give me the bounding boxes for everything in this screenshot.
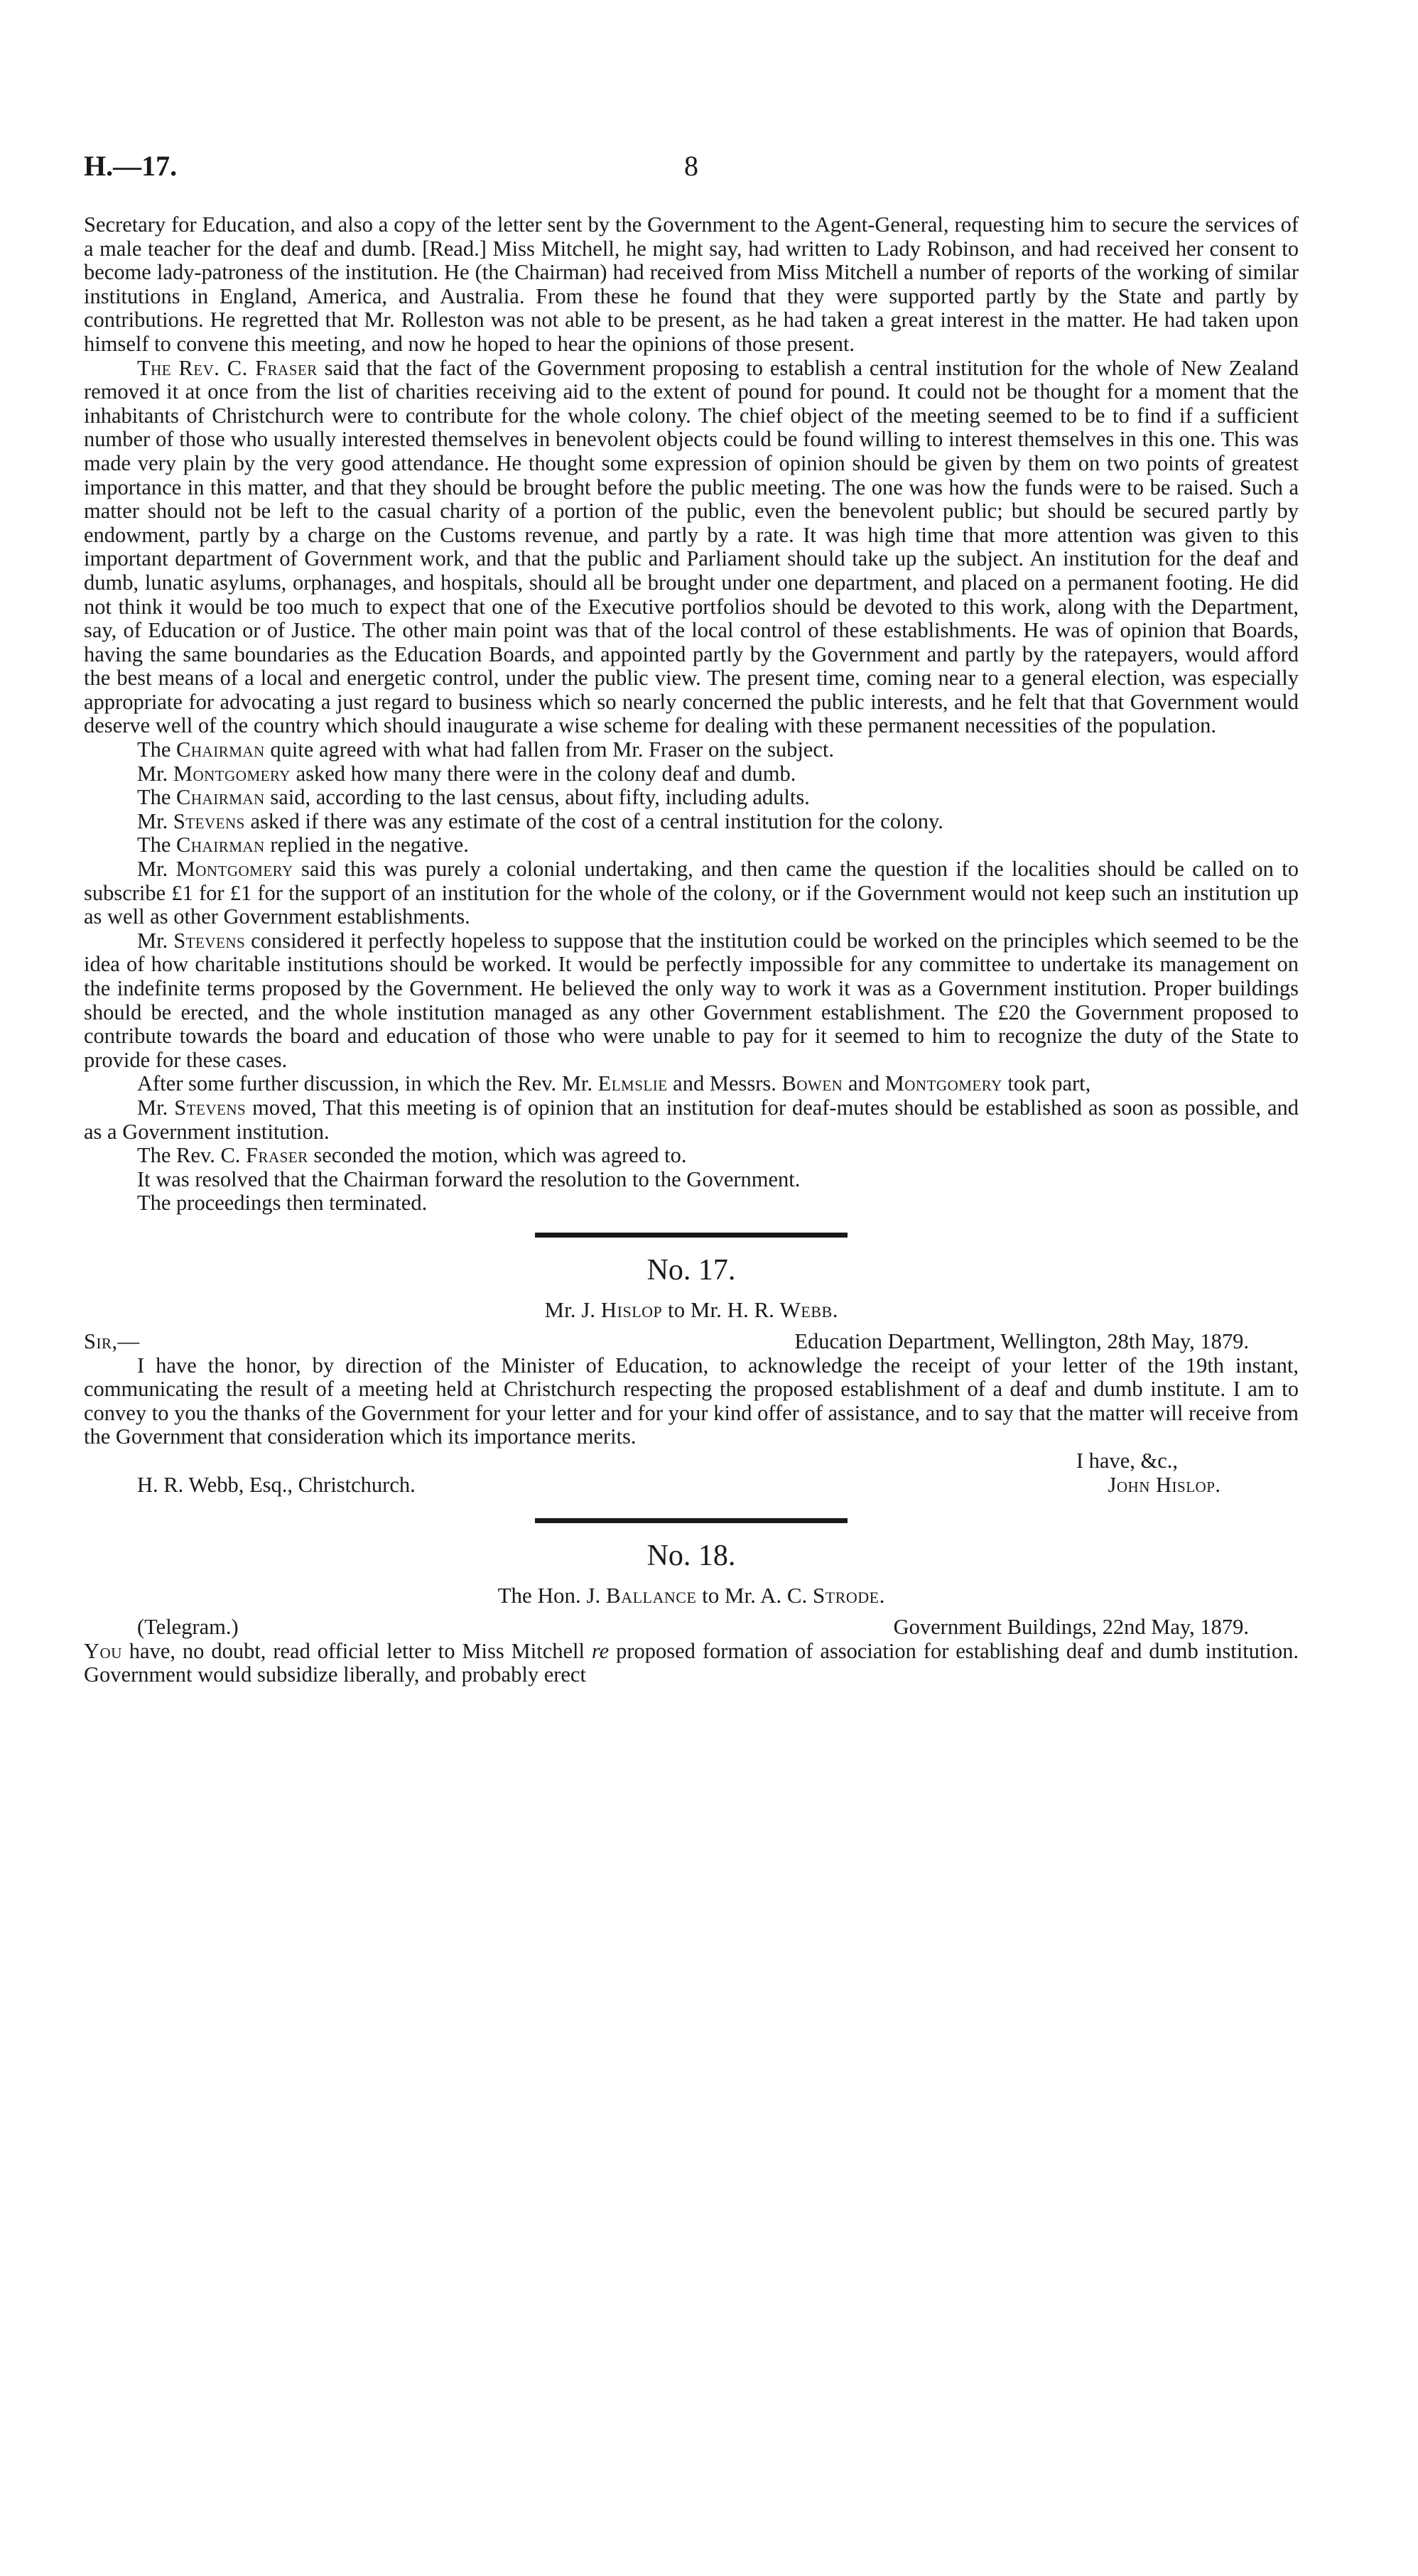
salutation: Sir,—	[84, 1328, 140, 1353]
paragraph: The Rev. C. Fraser seconded the motion, which was agreed to.	[137, 1143, 687, 1168]
document-body	[84, 213, 1299, 1687]
speaker-name: Chairman	[176, 737, 265, 762]
paragraph: After some further discussion, in which the Rev. Mr. Elmslie and Messrs. Bowen and Montgomery took part,	[137, 1071, 1091, 1096]
letter-body: I have the honor, by direction of the Minister of Education, to acknowledge the receipt of your letter of the 19th instant, communicating the result of a meeting held at Christchurch respecting the proposed establishment of a deaf and dumb institute. I am to convey to you the thanks of the Government for your letter and for your kind offer of assistance, and to say that the matter will receive from the Government that consideration which its importance merits.	[84, 1353, 1299, 1449]
speaker-name: Fraser	[246, 1143, 308, 1168]
paragraph: Mr. Stevens asked if there was any estimate of the cost of a central institution for the colony.	[137, 808, 943, 833]
signature: John Hislop.	[1108, 1472, 1221, 1497]
speaker-name: The Rev. C. Fraser	[137, 355, 318, 380]
paragraph: Mr. Stevens considered it perfectly hopeless to suppose that the institution could be worked on the principles which seemed to be the idea of how charitable institutions should be worked. It would be perfectly impossible for any committee to undertake its management on the indefinite terms proposed by the Government. He believed the only way to work it was as a Government institution. Proper buildings should be erected, and the whole institution managed as any other Government establishment. The £20 the Government proposed to contribute towards the board and education of those who were unable to pay for it seemed to him to recognize the duty of the State to provide for these cases.	[84, 928, 1299, 1072]
paragraph: Mr. Stevens moved, That this meeting is of opinion that an institution for deaf-mutes should be established as soon as possible, and as a Government institution.	[84, 1095, 1299, 1144]
paragraph: The Chairman replied in the negative.	[137, 833, 469, 857]
letter-heading	[84, 1330, 1299, 1354]
paragraph: Secretary for Education, and also a copy of the letter sent by the Government to the Agent-General, requesting him to secure the services of a male teacher for the deaf and dumb. [Read.] Miss Mitchell, he might say, had written to Lady Robinson, and had received her consent to become lady-patroness of the institution. He (the Chairman) had received from Miss Mitchell a number of reports of the working of similar institutions in England, America, and Australia. From these he found that they were supported partly by the State and partly by contributions. He regretted that Mr. Rolleston was not able to be present, as he had taken a great interest in the matter. He had taken upon himself to convene this meeting, and now he hoped to hear the opinions of those present.	[84, 212, 1299, 356]
document-number: No. 18.	[646, 1539, 736, 1573]
dateline: Education Department, Wellington, 28th May, 1879.	[794, 1328, 1249, 1353]
speaker-name: Chairman	[176, 785, 265, 810]
speaker-name: Bowen	[781, 1071, 843, 1096]
paragraph: Mr. Montgomery asked how many there were in the colony deaf and dumb.	[137, 761, 796, 786]
paragraph-text: said that the fact of the Government proposing to establish a central institution for the whole of New Zealand removed it at once from the list of charities receiving aid to the extent of pound for pound. It could not be thought for a moment that the inhabitants of Christchurch were to contribute for the whole colony. The chief object of the meeting seemed to be to find if a sufficient number of those who usually interested themselves in benevolent objects could be found willing to interest themselves in this one. This was made very plain by the very good attendance. He thought some expression of opinion should be given by them on two points of greatest importance in this matter, and that they should be brought before the public meeting. The one was how the funds were to be raised. Such a matter should not be left to the casual charity of a portion of the public, even the benevolent public; but should be secured partly by endowment, partly by a charge on the Customs revenue, and partly by a rate. It was high time that more attention was given to this important department of Government work, and that the public and Parliament should take up the subject. An institution for the deaf and dumb, lunatic asylums, orphanages, and hospitals, should all be brought under one department, and placed on a permanent footing. He did not think it would be too much to expect that one of the Executive portfolios should be devoted to this work, along with the Department, say, of Education or of Justice. The other main point was that of the local control of these establishments. He was of opinion that Boards, having the same boundaries as the Education Boards, and appointed partly by the Government and partly by the ratepayers, would afford the best means of a local and energetic control, under the public view. The present time, coming near to a general election, was especially appropriate for advocating a just regard to business which so nearly concerned the public interests, and he felt that that Government would deserve well of the country which should inaugurate a wise scheme for dealing with these permanent necessities of the population.	[84, 355, 1299, 738]
section-divider	[535, 1233, 848, 1238]
speaker-name: Montgomery	[173, 761, 291, 786]
telegram-heading	[84, 1616, 1299, 1640]
speaker-name: Stevens	[173, 928, 246, 953]
closing: I have, &c.,	[1076, 1448, 1178, 1473]
paragraph: It was resolved that the Chairman forward the resolution to the Government.	[137, 1167, 801, 1191]
paragraph: The proceedings then terminated.	[137, 1191, 428, 1216]
paragraph	[84, 357, 1299, 739]
paragraph: Mr. Montgomery said this was purely a colonial undertaking, and then came the question if the localities should be called on to subscribe £1 for £1 for the support of an institution for the whole of the colony, or if the Government would not keep such an institution up as well as other Government establishments.	[84, 857, 1299, 929]
speaker-name: Elmslie	[597, 1071, 668, 1096]
document-title: The Hon. J. Ballance to Mr. A. C. Strode.	[497, 1583, 885, 1608]
document-reference: H.—17.	[84, 150, 178, 182]
page-header	[84, 149, 1299, 185]
telegram-body: You have, no doubt, read official letter to Miss Mitchell re proposed formation of association for establishing deaf and dumb institution. Government would subsidize liberally, and probably erect	[84, 1638, 1299, 1687]
addressee: H. R. Webb, Esq., Christchurch.	[137, 1472, 416, 1497]
telegram-label: (Telegram.)	[137, 1615, 239, 1640]
speaker-name: Stevens	[174, 1095, 247, 1120]
document-title: Mr. J. Hislop to Mr. H. R. Webb.	[544, 1297, 838, 1322]
letter-footer	[84, 1473, 1299, 1498]
speaker-name: Montgomery	[175, 857, 293, 882]
speaker-name: Chairman	[176, 833, 265, 857]
section-divider	[535, 1518, 848, 1523]
paragraph: The Chairman quite agreed with what had fallen from Mr. Fraser on the subject.	[137, 737, 834, 762]
dateline: Government Buildings, 22nd May, 1879.	[893, 1615, 1249, 1640]
document-number: No. 17.	[646, 1253, 736, 1287]
paragraph: The Chairman said, according to the last census, about fifty, including adults.	[137, 785, 810, 810]
page-number: 8	[684, 150, 698, 182]
speaker-name: Montgomery	[884, 1071, 1002, 1096]
speaker-name: Stevens	[173, 808, 245, 833]
